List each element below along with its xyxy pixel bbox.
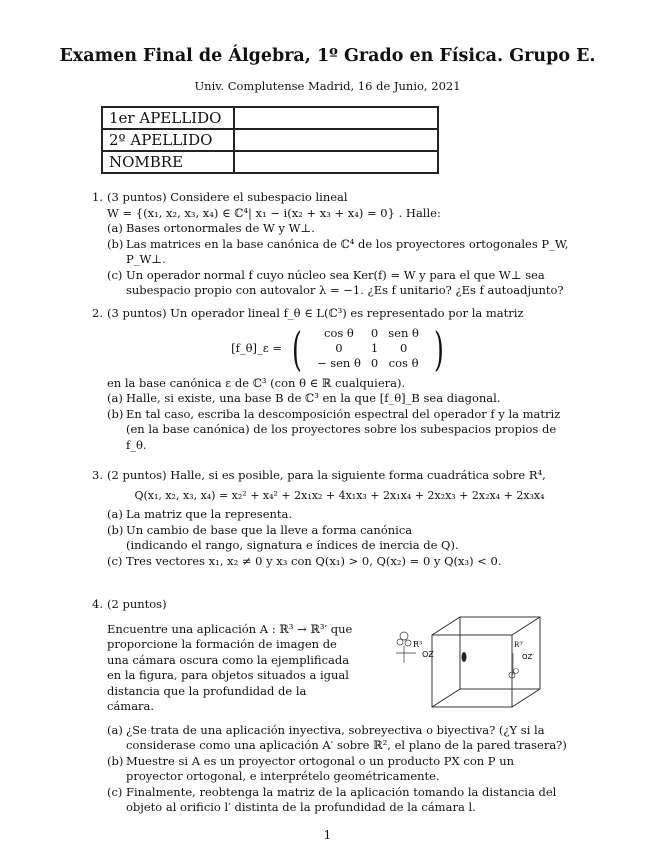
q1-c-text: Un operador normal f cuyo núcleo sea Ker(f) = W y para el que W⊥ sea subespacio propio con autovalor λ = −1. ¿Es f unitario? ¿Es f autoadjunto?	[126, 267, 564, 297]
q4-c-text: Finalmente, reobtenga la matriz de la aplicación tomando la distancia del objeto al orificio l′ distinta de la profundidad de la cámara l.	[126, 784, 557, 814]
name-field[interactable]	[234, 151, 438, 173]
q4-b-text: Muestre si A es un proyector ortogonal o un producto PX con P un proyector ortogonal, e interprételo geométricamente.	[126, 753, 515, 783]
r3-label: R³	[413, 640, 423, 649]
exam-subtitle: Univ. Complutense Madrid, 16 de Junio, 2021	[194, 79, 461, 93]
label-c: (c)	[107, 553, 123, 568]
q4-intro: (2 puntos)	[107, 597, 167, 611]
matrix-cell: cos θ	[388, 356, 419, 370]
q1-number: 1.	[92, 190, 103, 204]
q1-b	[107, 237, 572, 268]
camera-diagram	[388, 615, 548, 710]
q4-c	[107, 785, 572, 816]
q2-b-text: En tal caso, escriba la descomposición espectral del operador f y la matriz (en la base canónica) de los proyectores sobre los subespacios propios de f_θ.	[126, 406, 561, 452]
left-paren: (	[292, 321, 302, 376]
matrix-cell: 0	[370, 356, 379, 370]
label-c: (c)	[107, 784, 123, 799]
label-a: (a)	[107, 722, 123, 737]
q3-number: 3.	[92, 468, 103, 482]
q3-b-text: Un cambio de base que la lleve a forma canónica	[126, 522, 413, 537]
label-b: (b)	[107, 236, 124, 251]
inverted-image	[509, 653, 519, 678]
q4-paragraph: Encuentre una aplicación A : ℝ³ → ℝ³′ que proporcione la formación de imagen de una cámara oscura como la ejemplificada en la figura, para objetos situados a igual distancia que la profundidad de la cámara.	[107, 621, 353, 713]
q2-intro: (3 puntos) Un operador lineal f_θ ∈ L(ℂ³) es representado por la matriz	[107, 306, 524, 320]
second-surname-label: 2º APELLIDO	[102, 129, 234, 151]
matrix-cell: cos θ	[324, 326, 354, 340]
q2-matrix	[312, 326, 424, 371]
q1-a	[107, 221, 572, 237]
q3-c	[107, 554, 572, 570]
question-3	[92, 468, 572, 569]
label-b: (b)	[107, 522, 124, 537]
q4-a	[107, 723, 572, 754]
label-a: (a)	[107, 507, 123, 521]
second-surname-field[interactable]	[234, 129, 438, 151]
identification-table	[101, 106, 439, 174]
first-surname-field[interactable]	[234, 107, 438, 129]
oz-label: OZ	[422, 650, 434, 659]
q1-intro: (3 puntos) Considere el subespacio lineal	[107, 190, 348, 204]
q2-matrix-lhs: [f_θ]_ε =	[231, 340, 282, 355]
r3prime-label: R³′	[514, 641, 524, 649]
q3-b2-text: (indicando el rango, signatura e índices de inercia de Q).	[126, 538, 459, 552]
q2-after: en la base canónica ε de ℂ³ (con θ ∈ ℝ cualquiera).	[107, 375, 406, 390]
matrix-cell: sen θ	[388, 326, 419, 340]
label-b: (b)	[107, 753, 124, 768]
q4-b	[107, 754, 572, 785]
q4-a-text: ¿Se trata de una aplicación inyectiva, sobreyectiva o biyectiva? (¿Y si la considerase como una aplicación A′ sobre ℝ², el plano de la pared trasera?)	[126, 722, 567, 752]
page-number: 1	[323, 828, 332, 842]
label-a: (a)	[107, 221, 123, 235]
matrix-cell: 0	[335, 341, 343, 355]
q3-a	[107, 507, 572, 523]
matrix-cell: 1	[370, 341, 379, 355]
exam-title: Examen Final de Álgebra, 1º Grado en Física. Grupo E.	[59, 46, 596, 66]
q2-b	[107, 407, 572, 454]
question-2	[92, 306, 572, 453]
ozprime-label: OZ′	[522, 653, 534, 661]
q1-a-text: Bases ortonormales de W y W⊥.	[126, 221, 315, 235]
matrix-cell: − sen θ	[316, 356, 361, 370]
camera-obscura-figure	[388, 615, 548, 710]
label-c: (c)	[107, 267, 123, 282]
q3-formula: Q(x₁, x₂, x₃, x₄) = x₂² + x₄² + 2x₁x₂ + 4x₁x₃ + 2x₁x₄ + 2x₂x₃ + 2x₂x₄ + 2x₃x₄	[134, 488, 545, 502]
q4-number: 4.	[92, 597, 103, 611]
right-paren: )	[433, 321, 444, 376]
label-a: (a)	[107, 391, 123, 405]
q2-matrix-equation	[231, 321, 448, 376]
matrix-cell: 0	[370, 326, 379, 340]
q2-a	[107, 391, 572, 407]
name-label: NOMBRE	[102, 151, 234, 173]
q2-number: 2.	[92, 306, 103, 320]
label-b: (b)	[107, 406, 124, 421]
q3-c-text: Tres vectores x₁, x₂ ≠ 0 y x₃ con Q(x₁) > 0, Q(x₂) = 0 y Q(x₃) < 0.	[126, 553, 502, 568]
matrix-cell: 0	[399, 341, 408, 355]
question-1	[92, 190, 572, 299]
q3-intro: (2 puntos) Halle, si es posible, para la siguiente forma cuadrática sobre R⁴,	[107, 468, 546, 482]
q1-b-text: Las matrices en la base canónica de ℂ⁴ de los proyectores ortogonales P_W, P_W⊥.	[126, 236, 569, 266]
q3-b	[107, 523, 572, 554]
q1-c	[107, 268, 572, 299]
q1-set: W = {(x₁, x₂, x₃, x₄) ∈ ℂ⁴| x₁ − i(x₂ + x₃ + x₄) = 0} . Halle:	[107, 205, 441, 220]
first-surname-label: 1er APELLIDO	[102, 107, 234, 129]
q3-a-text: La matriz que la representa.	[126, 507, 293, 521]
q2-a-text: Halle, si existe, una base B de ℂ³ en la que [f_θ]_B sea diagonal.	[126, 391, 501, 405]
